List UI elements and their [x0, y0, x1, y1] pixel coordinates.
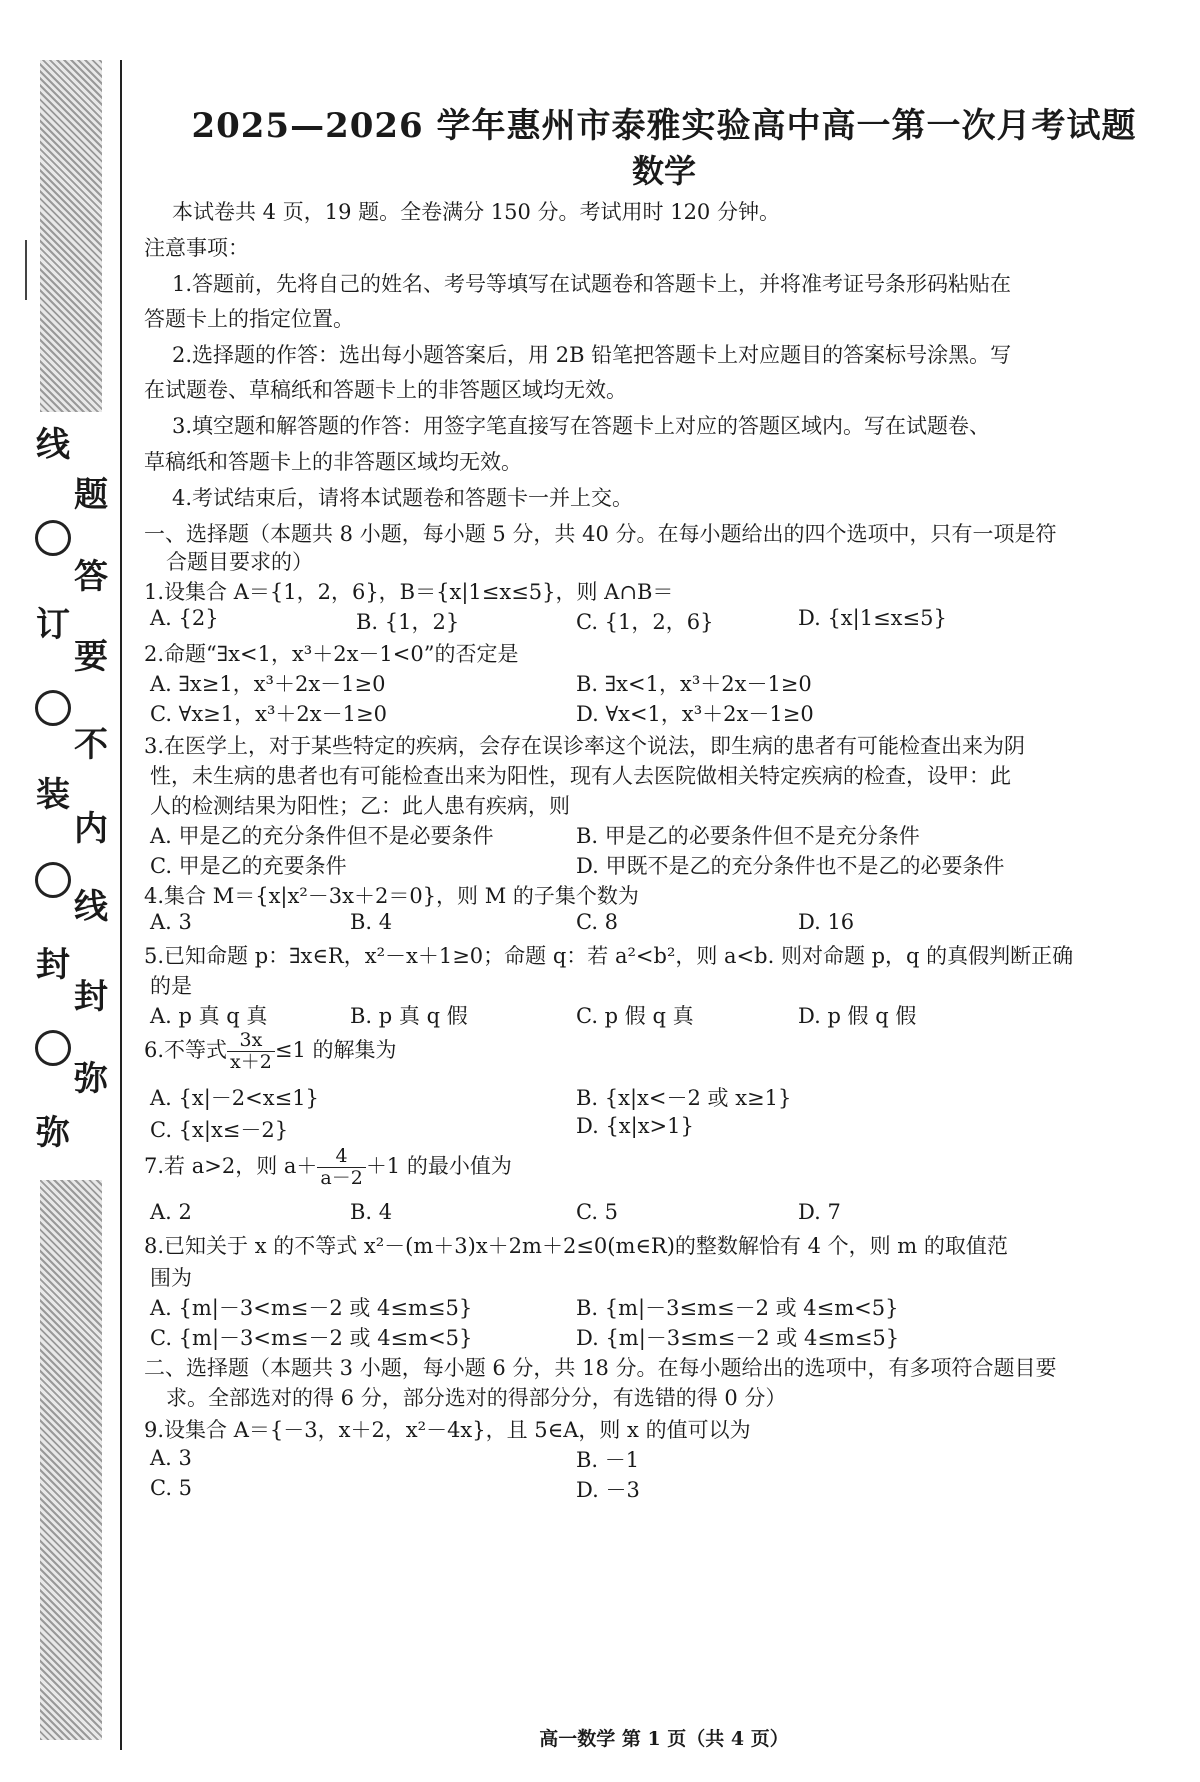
side-char: 线: [74, 887, 108, 927]
q5-option-a: A. p 真 q 真: [150, 1004, 268, 1028]
q8-option-c: C. {m|－3<m≤－2 或 4≤m<5}: [150, 1326, 473, 1350]
side-char: 装: [36, 775, 70, 815]
q1-option-a: A. {2}: [150, 606, 219, 630]
q6-option-d: D. {x|x>1}: [576, 1114, 694, 1138]
binding-line: [120, 60, 122, 1750]
q4-option-c: C. 8: [576, 910, 619, 934]
side-char: 内: [74, 809, 108, 849]
q8-stem-1: 8.已知关于 x 的不等式 x²－(m＋3)x＋2m＋2≤0(m∈R)的整数解恰有 4 个，则 m 的取值范: [144, 1234, 1008, 1258]
note-2b: 在试题卷、草稿纸和答题卡上的非答题区域均无效。: [144, 378, 627, 402]
q3-option-d: D. 甲既不是乙的充分条件也不是乙的必要条件: [576, 854, 1005, 878]
q5-stem-2: 的是: [150, 974, 192, 998]
q7-stem: [144, 1146, 512, 1189]
q3-option-c: C. 甲是乙的充要条件: [150, 854, 347, 878]
q6-option-a: A. {x|－2<x≤1}: [150, 1086, 319, 1110]
q2-option-d: D. ∀x<1，x³＋2x－1≥0: [576, 702, 814, 726]
section-2-heading: 二、选择题（本题共 3 小题，每小题 6 分，共 18 分。在每小题给出的选项中，有多项符合题目要: [144, 1356, 1057, 1380]
q3-option-a: A. 甲是乙的充分条件但不是必要条件: [150, 824, 494, 848]
side-char: 答: [74, 557, 108, 597]
q8-stem-2: 围为: [150, 1266, 192, 1290]
q7-option-a: A. 2: [150, 1200, 192, 1224]
q6-denominator: x＋2: [230, 1050, 272, 1073]
q6-fraction: [227, 1030, 275, 1073]
q7-option-c: C. 5: [576, 1200, 619, 1224]
page-footer: 高一数学 第 1 页（共 4 页）: [539, 1728, 789, 1750]
q9-option-b: B. －1: [576, 1448, 640, 1472]
q2-option-b: B. ∃x<1，x³＋2x－1≥0: [576, 672, 812, 696]
section-2-heading-cont: 求。全部选对的得 6 分，部分选对的得部分分，有选错的得 0 分）: [166, 1386, 787, 1410]
q8-option-d: D. {m|－3≤m≤－2 或 4≤m≤5}: [576, 1326, 900, 1350]
q4-option-b: B. 4: [350, 910, 393, 934]
page-title: 2025—2026 学年惠州市泰雅实验高中高一第一次月考试题: [191, 106, 1137, 146]
q5-option-c: C. p 假 q 真: [576, 1004, 694, 1028]
q7-option-b: B. 4: [350, 1200, 393, 1224]
q3-stem-1: 3.在医学上，对于某些特定的疾病，会存在误诊率这个说法，即生病的患者有可能检查出来为阴: [144, 734, 1026, 758]
q5-stem-1: 5.已知命题 p：∃x∈R，x²－x＋1≥0；命题 q：若 a²<b²，则 a<b. 则对命题 p，q 的真假判断正确: [144, 944, 1074, 968]
note-3b: 草稿纸和答题卡上的非答题区域均无效。: [144, 450, 522, 474]
q4-option-a: A. 3: [150, 910, 192, 934]
q4-option-d: D. 16: [798, 910, 855, 934]
q7-denominator: a－2: [320, 1166, 363, 1189]
binding-inner-column: [66, 0, 116, 1782]
side-char: 题: [74, 475, 108, 515]
q7-stem-post: ＋1 的最小值为: [365, 1153, 512, 1178]
q7-stem-pre: 7.若 a>2，则 a＋: [144, 1153, 318, 1178]
notes-heading: 注意事项：: [144, 236, 249, 260]
q3-stem-2: 性，未生病的患者也有可能检查出来为阳性，现有人去医院做相关特定疾病的检查，设甲：此: [150, 764, 1011, 788]
q5-option-d: D. p 假 q 假: [798, 1004, 917, 1028]
q2-option-c: C. ∀x≥1，x³＋2x－1≥0: [150, 702, 387, 726]
side-char: 封: [36, 945, 70, 985]
intro-text: 本试卷共 4 页，19 题。全卷满分 150 分。考试用时 120 分钟。: [172, 200, 780, 224]
q9-option-a: A. 3: [150, 1446, 192, 1470]
q9-option-c: C. 5: [150, 1476, 193, 1500]
binding-mark: [25, 240, 27, 300]
q6-stem-pre: 6.不等式: [144, 1037, 228, 1062]
side-char: 弥: [74, 1059, 108, 1099]
side-char: 订: [36, 605, 70, 645]
q7-option-d: D. 7: [798, 1200, 841, 1224]
side-char: 弥: [36, 1113, 70, 1153]
q6-numerator: 3x: [227, 1030, 275, 1052]
side-char: 要: [74, 637, 108, 677]
q4-stem: 4.集合 M＝{x|x²－3x＋2＝0}，则 M 的子集个数为: [144, 884, 639, 908]
section-1-heading-cont: 合题目要求的）: [166, 550, 313, 574]
side-char: 不: [74, 725, 108, 765]
note-3a: 3.填空题和解答题的作答：用签字笔直接写在答题卡上对应的答题区域内。写在试题卷、: [172, 414, 991, 438]
q1-stem: 1.设集合 A＝{1，2，6}，B＝{x|1≤x≤5}，则 A∩B＝: [144, 580, 674, 604]
q3-option-b: B. 甲是乙的必要条件但不是充分条件: [576, 824, 920, 848]
subject-title: 数学: [631, 152, 696, 190]
q6-option-c: C. {x|x≤－2}: [150, 1118, 289, 1142]
q2-option-a: A. ∃x≥1，x³＋2x－1≥0: [150, 672, 386, 696]
q1-option-b: B. {1，2}: [356, 610, 460, 634]
q8-option-b: B. {m|－3≤m≤－2 或 4≤m<5}: [576, 1296, 899, 1320]
note-1b: 答题卡上的指定位置。: [144, 307, 354, 331]
q6-stem-post: ≤1 的解集为: [274, 1037, 397, 1062]
note-1a: 1.答题前，先将自己的姓名、考号等填写在试题卷和答题卡上，并将准考证号条形码粘贴在: [172, 272, 1012, 296]
q9-option-d: D. －3: [576, 1478, 640, 1502]
q8-option-a: A. {m|－3<m≤－2 或 4≤m≤5}: [150, 1296, 473, 1320]
section-1-heading: 一、选择题（本题共 8 小题，每小题 5 分，共 40 分。在每小题给出的四个选项中，只有一项是符: [144, 522, 1057, 546]
q1-option-d: D. {x|1≤x≤5}: [798, 606, 947, 630]
side-char: 线: [36, 425, 70, 465]
q7-fraction: [317, 1146, 365, 1189]
side-char: 封: [74, 977, 108, 1017]
note-2a: 2.选择题的作答：选出每小题答案后，用 2B 铅笔把答题卡上对应题目的答案标号涂黑。写: [172, 343, 1012, 367]
q3-stem-3: 人的检测结果为阳性；乙：此人患有疾病，则: [150, 794, 570, 818]
q6-stem: [144, 1030, 397, 1073]
q2-stem: 2.命题“∃x<1，x³＋2x－1<0”的否定是: [144, 642, 519, 666]
note-4: 4.考试结束后，请将本试题卷和答题卡一并上交。: [172, 486, 634, 510]
q1-option-c: C. {1，2，6}: [576, 610, 714, 634]
q6-option-b: B. {x|x<－2 或 x≥1}: [576, 1086, 792, 1110]
q7-numerator: 4: [317, 1146, 365, 1168]
q9-stem: 9.设集合 A＝{－3，x＋2，x²－4x}，且 5∈A，则 x 的值可以为: [144, 1418, 751, 1442]
q5-option-b: B. p 真 q 假: [350, 1004, 468, 1028]
